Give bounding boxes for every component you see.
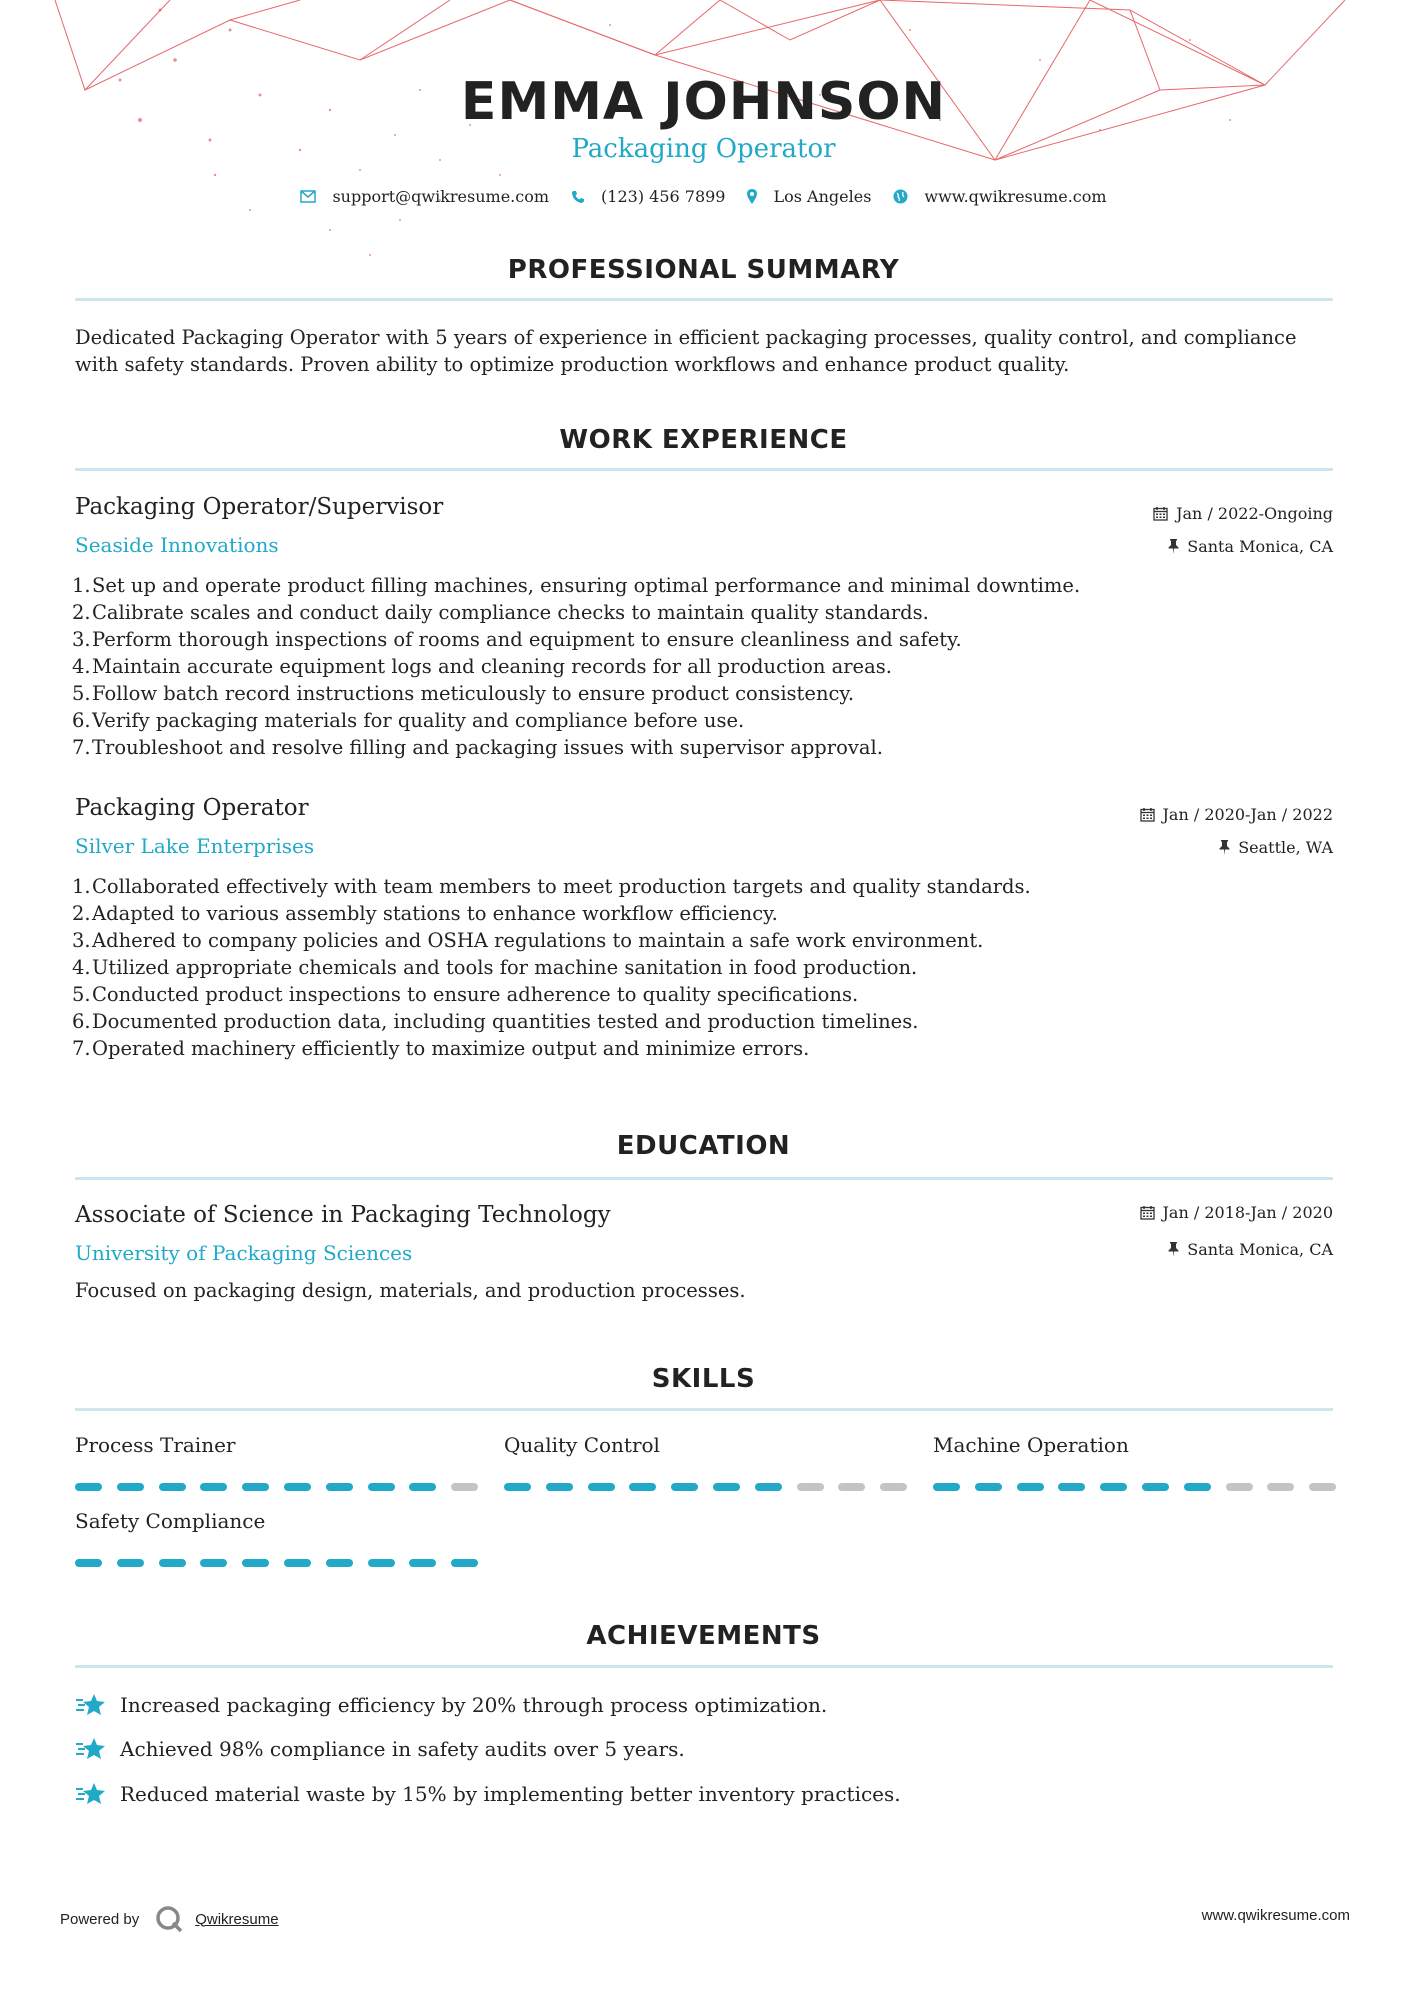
skill-segment-empty [797, 1483, 824, 1491]
skill-segment-filled [451, 1559, 478, 1567]
job-location-text: Santa Monica, CA [1187, 537, 1333, 556]
job-dates-text: Jan / 2022-Ongoing [1176, 504, 1333, 523]
job-title: Packaging Operator [75, 795, 309, 821]
skill-segment-filled [284, 1483, 311, 1491]
contact-email[interactable] [300, 187, 549, 206]
experience-rule [75, 468, 1333, 471]
shooting-star-icon [75, 1691, 108, 1719]
list-item: 2. Adapted to various assembly stations to enhance workflow efficiency. [72, 902, 778, 925]
skill-segment-empty [880, 1483, 907, 1491]
skill-segment-filled [242, 1483, 269, 1491]
shooting-star-icon [75, 1780, 108, 1808]
skill-segment-filled [242, 1559, 269, 1567]
job-dates [1153, 504, 1333, 523]
job-location [1219, 838, 1333, 857]
pushpin-icon [1168, 1242, 1179, 1257]
list-item: 2. Calibrate scales and conduct daily compliance checks to maintain quality standards. [72, 601, 929, 624]
footer-powered-by [60, 1905, 279, 1933]
phone-icon [571, 190, 585, 204]
summary-heading: PROFESSIONAL SUMMARY [507, 255, 900, 285]
skill-level-bar [75, 1559, 478, 1567]
list-item: 3. Perform thorough inspections of rooms and equipment to ensure cleanliness and safety. [72, 628, 962, 651]
qwikresume-logo-icon [155, 1905, 183, 1933]
shooting-star-icon [75, 1735, 108, 1763]
skill-segment-filled [75, 1483, 102, 1491]
skill-segment-filled [755, 1483, 782, 1491]
achievement-text: Reduced material waste by 15% by implementing better inventory practices. [120, 1782, 901, 1806]
list-item: 6. Documented production data, including quantities tested and production timelines. [72, 1010, 919, 1033]
skill-segment-filled [1142, 1483, 1169, 1491]
skill-segment-filled [159, 1483, 186, 1491]
skill-name: Machine Operation [933, 1433, 1129, 1457]
job-company: Seaside Innovations [75, 533, 279, 557]
globe-icon [893, 189, 908, 204]
contact-email-text: support@qwikresume.com [332, 187, 550, 206]
skill-segment-filled [588, 1483, 615, 1491]
summary-text: Dedicated Packaging Operator with 5 years of experience in efficient packaging processes, quality control, and compliance with safety standards. Proven ability to optimize production workflows and enhance product quality. [75, 326, 1297, 376]
achievements-rule [75, 1665, 1333, 1668]
contact-phone-text: (123) 456 7899 [601, 187, 726, 206]
achievement-text: Achieved 98% compliance in safety audits over 5 years. [120, 1737, 685, 1761]
skill-segment-filled [409, 1483, 436, 1491]
skill-segment-filled [713, 1483, 740, 1491]
job-location [1168, 537, 1333, 556]
education-location [1168, 1240, 1333, 1259]
skill-segment-filled [933, 1483, 960, 1491]
candidate-name: EMMA JOHNSON [460, 72, 947, 132]
skill-segment-filled [284, 1559, 311, 1567]
calendar-icon [1140, 1205, 1155, 1220]
skill-segment-filled [409, 1559, 436, 1567]
skill-segment-filled [629, 1483, 656, 1491]
skill-segment-filled [1058, 1483, 1085, 1491]
list-item: 4. Maintain accurate equipment logs and cleaning records for all production areas. [72, 655, 892, 678]
skill-segment-filled [117, 1483, 144, 1491]
education-heading: EDUCATION [616, 1131, 791, 1161]
list-item: 1. Set up and operate product filling machines, ensuring optimal performance and minimal downtime. [72, 574, 1081, 597]
skill-segment-filled [1017, 1483, 1044, 1491]
list-item: 7. Operated machinery efficiently to maximize output and minimize errors. [72, 1037, 810, 1060]
candidate-role: Packaging Operator [571, 134, 836, 164]
calendar-icon [1153, 506, 1168, 521]
contact-location-text: Los Angeles [773, 187, 872, 206]
skill-segment-filled [671, 1483, 698, 1491]
skill-segment-filled [1184, 1483, 1211, 1491]
job-title: Packaging Operator/Supervisor [75, 494, 444, 520]
envelope-icon [300, 190, 316, 203]
map-pin-icon [747, 189, 757, 204]
skill-level-bar [504, 1483, 907, 1491]
job-dates-text: Jan / 2020-Jan / 2022 [1162, 805, 1333, 824]
degree-title: Associate of Science in Packaging Technology [75, 1202, 611, 1228]
footer-website[interactable]: www.qwikresume.com [1201, 1907, 1350, 1924]
skill-segment-filled [326, 1559, 353, 1567]
skill-segment-filled [368, 1483, 395, 1491]
education-dates-text: Jan / 2018-Jan / 2020 [1162, 1203, 1333, 1222]
skill-level-bar [75, 1483, 478, 1491]
achievement-item [75, 1691, 827, 1719]
contact-website[interactable] [893, 187, 1106, 206]
list-item: 3. Adhered to company policies and OSHA regulations to maintain a safe work environment. [72, 929, 984, 952]
contact-location [747, 187, 871, 206]
skill-name: Quality Control [504, 1433, 660, 1457]
job-responsibilities [72, 572, 1312, 761]
achievement-text: Increased packaging efficiency by 20% through process optimization. [120, 1693, 828, 1717]
list-item: 4. Utilized appropriate chemicals and tools for machine sanitation in food production. [72, 956, 918, 979]
school-name: University of Packaging Sciences [75, 1241, 413, 1265]
skills-heading: SKILLS [651, 1364, 756, 1394]
achievements-heading: ACHIEVEMENTS [586, 1621, 821, 1651]
job-location-text: Seattle, WA [1238, 838, 1333, 857]
contact-website-text: www.qwikresume.com [924, 187, 1107, 206]
achievement-item [75, 1780, 901, 1808]
qwikresume-link[interactable]: Qwikresume [195, 1910, 279, 1928]
summary-rule [75, 298, 1333, 301]
skill-segment-empty [451, 1483, 478, 1491]
skill-segment-filled [1100, 1483, 1127, 1491]
skill-level-bar [933, 1483, 1336, 1491]
job-responsibilities [72, 873, 1312, 1062]
skills-rule [75, 1408, 1333, 1411]
job-company: Silver Lake Enterprises [75, 834, 315, 858]
skill-segment-filled [117, 1559, 144, 1567]
skill-segment-filled [75, 1559, 102, 1567]
education-description: Focused on packaging design, materials, and production processes. [75, 1279, 746, 1302]
skill-segment-filled [504, 1483, 531, 1491]
skill-segment-empty [1226, 1483, 1253, 1491]
list-item: 6. Verify packaging materials for quality and compliance before use. [72, 709, 745, 732]
list-item: 7. Troubleshoot and resolve filling and packaging issues with supervisor approval. [72, 736, 883, 759]
skill-segment-filled [975, 1483, 1002, 1491]
skill-name: Process Trainer [75, 1433, 236, 1457]
skill-segment-empty [1267, 1483, 1294, 1491]
pushpin-icon [1219, 840, 1230, 855]
contact-phone[interactable] [571, 187, 725, 206]
skill-segment-filled [368, 1559, 395, 1567]
pushpin-icon [1168, 539, 1179, 554]
list-item: 1. Collaborated effectively with team members to meet production targets and quality standards. [72, 875, 1031, 898]
experience-heading: WORK EXPERIENCE [559, 425, 848, 455]
skill-segment-empty [838, 1483, 865, 1491]
education-dates [1140, 1203, 1333, 1222]
education-rule [75, 1177, 1333, 1180]
powered-by-label: Powered by [60, 1910, 140, 1928]
skill-segment-empty [1309, 1483, 1336, 1491]
list-item: 5. Conducted product inspections to ensure adherence to quality specifications. [72, 983, 859, 1006]
skill-segment-filled [200, 1483, 227, 1491]
job-dates [1140, 805, 1333, 824]
skill-segment-filled [326, 1483, 353, 1491]
education-location-text: Santa Monica, CA [1187, 1240, 1333, 1259]
skill-segment-filled [200, 1559, 227, 1567]
achievement-item [75, 1735, 685, 1763]
list-item: 5. Follow batch record instructions meticulously to ensure product consistency. [72, 682, 855, 705]
skill-segment-filled [546, 1483, 573, 1491]
skill-name: Safety Compliance [75, 1509, 266, 1533]
calendar-icon [1140, 807, 1155, 822]
contact-bar [0, 187, 1407, 206]
skill-segment-filled [159, 1559, 186, 1567]
